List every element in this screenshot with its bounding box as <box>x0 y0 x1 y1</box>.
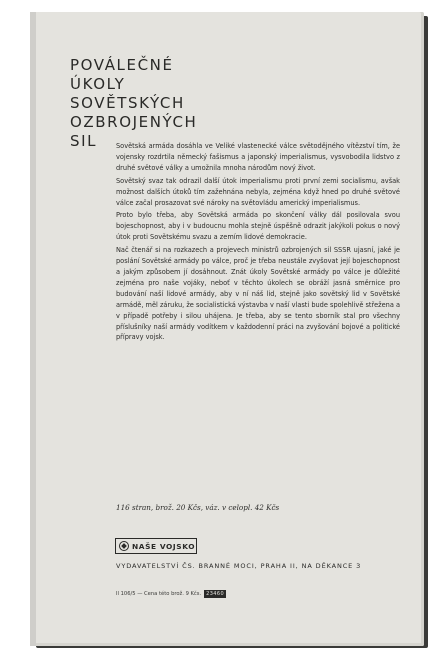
title-line: ÚKOLY <box>70 75 126 93</box>
publisher-logo-text: NAŠE VOJSKO <box>132 541 196 551</box>
title-line: SOVĚTSKÝCH <box>70 94 185 112</box>
blurb-paragraph: Sovětská armáda dosáhla ve Veliké vlastenecké válce světodějného vítězství tím, že vojensky rozdrtila německý fašismus a japonský imperialismus, vysvobodila lidstvo z druhé světové války a umožnila mnoha národům nový život. <box>116 142 400 172</box>
publisher-logo <box>115 538 197 554</box>
pages-and-price-info: 116 stran, brož. 20 Kčs, váz. v celopl. 42 Kčs <box>116 503 280 512</box>
price-text: Il 106/5 — Cena této brož. 9 Kčs. <box>116 591 202 597</box>
blurb-paragraph: Nač čtenář si na rozkazech a projevech ministrů ozbrojených sil SSSR ujasní, jaké je poslání Sovětské armády po válce, proč je třeba neustále zvyšovat její bojeschopnost a jakým způsobem jí dosáhnout. Znát úkoly Sovětské armády po válce je důležité zejména pro naše vojáky, neboť v těchto úkolech se obráží jasná směrnice pro budování naší lidové armády, aby v ní náš lid, stejně jako sovětský lid v Sovětské armádě, měl záruku, že socialistická výstavba v naší vlasti bude spolehlivě střežena a v případě potřeby i silou uhájena. Je třeba, aby se tento sborník stal pro všechny příslušníky naší armády vodítkem v každodenní práci na zvyšování bojové a politické přípravy vojsk. <box>116 246 400 342</box>
book-spine-edge <box>30 12 36 646</box>
publisher-address: VYDAVATELSTVÍ ČS. BRANNÉ MOCI, PRAHA II, NA DĚKANCE 3 <box>116 562 362 570</box>
title-line: POVÁLEČNÉ <box>70 56 174 74</box>
price-stamp: 23460 <box>206 591 225 597</box>
star-emblem-icon <box>119 541 129 551</box>
blurb-paragraph: Sovětský svaz tak odrazil další útok imperialismu proti první zemi socialismu, avšak možnost dalších útoků tím zažehnána nebyla, zejména když hned po druhé světové válce začal prosazovat své nároky na světovládu americký imperialismus. <box>116 176 400 207</box>
title-line: OZBROJENÝCH <box>70 113 198 131</box>
blurb-paragraph: Proto bylo třeba, aby Sovětská armáda po skončení války dál posilovala svou bojeschopnost, aby i v budoucnu mohla stejně úspěšně odrazit jakýkoli pokus o nový útok proti Sovětskému svazu a zemím lidové demokracie. <box>116 211 400 242</box>
blurb-text <box>116 141 400 345</box>
title-line: SIL <box>70 132 98 150</box>
price-line <box>116 590 226 598</box>
book-title <box>70 56 197 151</box>
